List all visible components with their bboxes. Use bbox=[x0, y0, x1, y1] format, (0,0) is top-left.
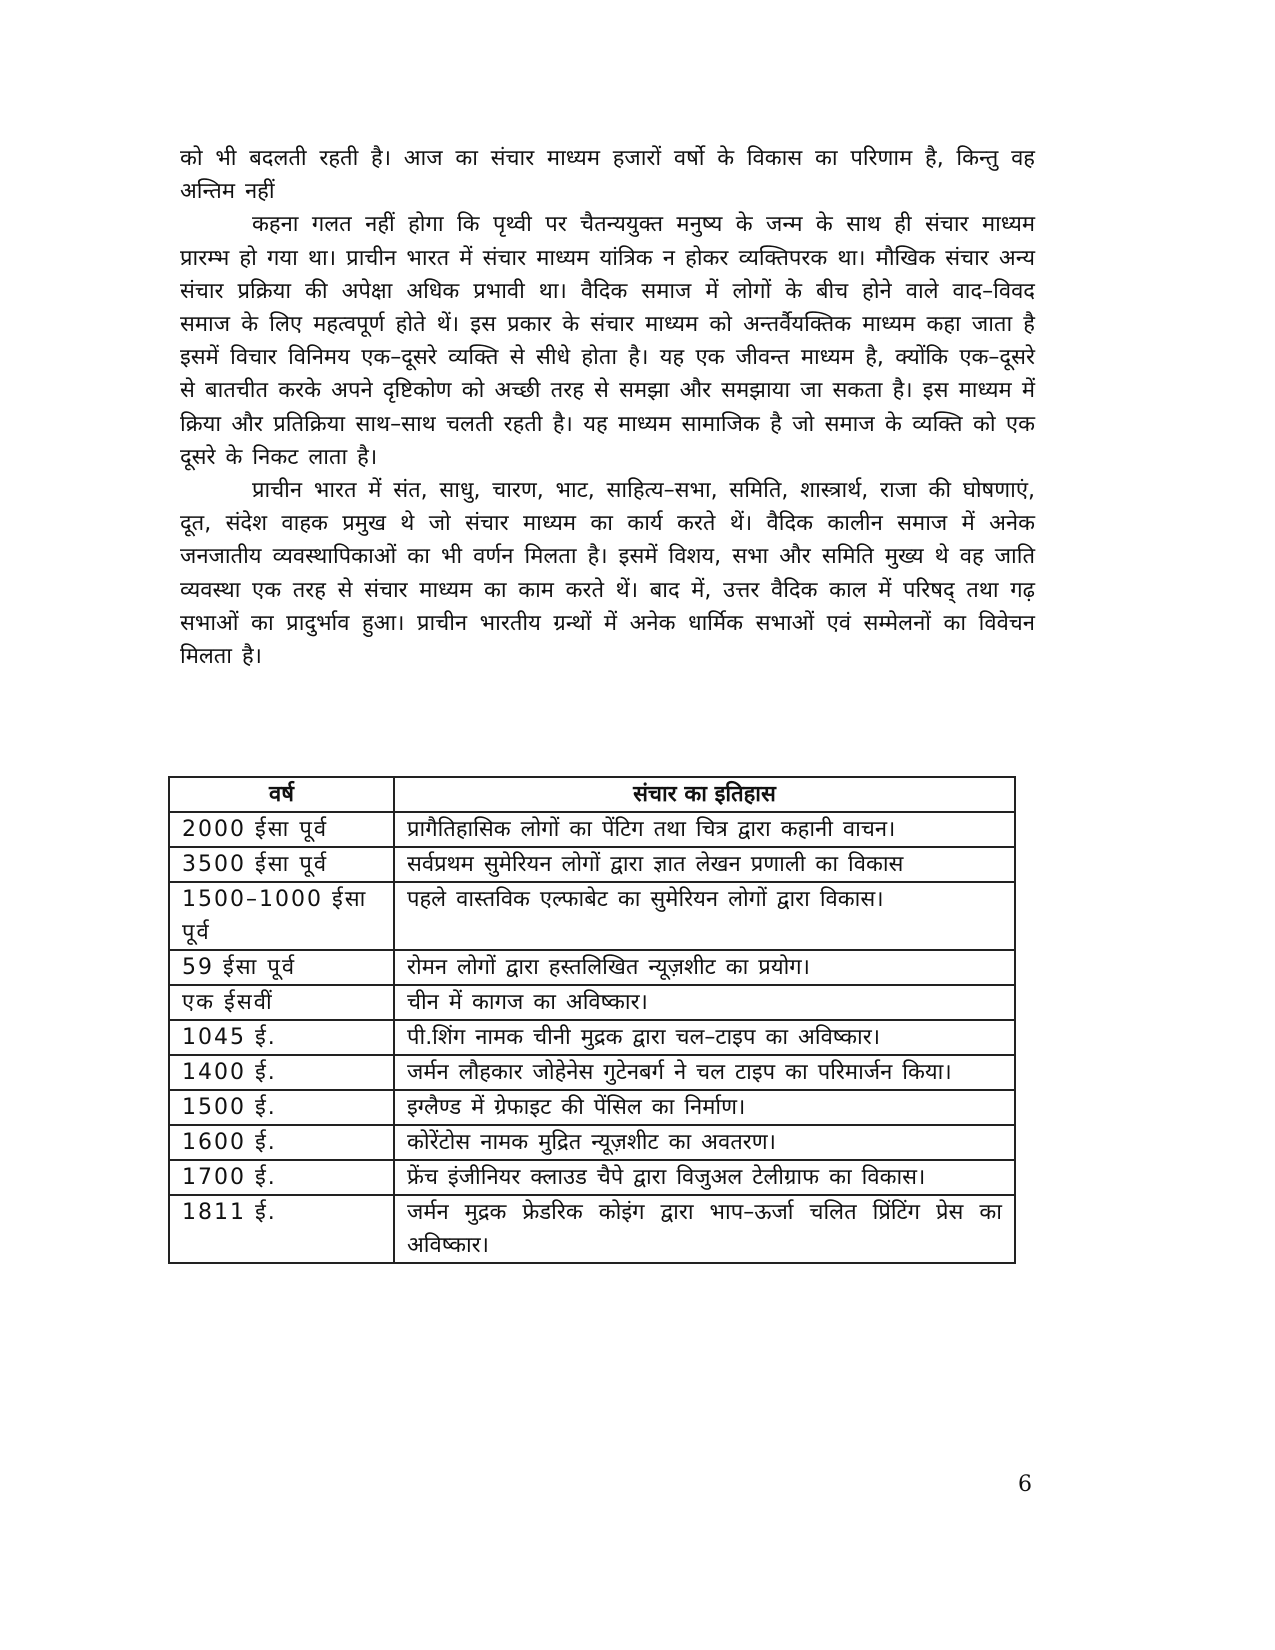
year-cell: एक ईसवीं bbox=[169, 985, 394, 1020]
table-row bbox=[169, 882, 1015, 950]
table-header-row bbox=[169, 777, 1015, 812]
body-text bbox=[180, 142, 1035, 673]
paragraph-2: कहना गलत नहीं होगा कि पृथ्वी पर चैतन्ययुक्त मनुष्य के जन्म के साथ ही संचार माध्यम प्रारम्भ हो गया था। प्राचीन भारत में संचार माध्यम यांत्रिक न होकर व्यक्तिपरक था। मौखिक संचार अन्य संचार प्रक्रिया की अपेक्षा अधिक प्रभावी था। वैदिक समाज में लोगों के बीच होने वाले वाद–विवद समाज के लिए महत्वपूर्ण होते थें। इस प्रकार के संचार माध्यम को अन्तर्वैयक्तिक माध्यम कहा जाता है इसमें विचार विनिमय एक–दूसरे व्यक्ति से सीधे होता है। यह एक जीवन्त माध्यम है, क्योंकि एक–दूसरे से बातचीत करके अपने दृष्टिकोण को अच्छी तरह से समझा और समझाया जा सकता है। इस माध्यम में क्रिया और प्रतिक्रिया साथ–साथ चलती रहती है। यह माध्यम सामाजिक है जो समाज के व्यक्ति को एक दूसरे के निकट लाता है। bbox=[180, 212, 1035, 470]
table-row bbox=[169, 847, 1015, 882]
year-cell: 1045 ई. bbox=[169, 1020, 394, 1055]
table-row bbox=[169, 950, 1015, 985]
year-cell: 3500 ईसा पूर्व bbox=[169, 847, 394, 882]
event-cell: फ्रेंच इंजीनियर क्लाउड चैपे द्वारा विजुअल टेलीग्राफ का विकास। bbox=[394, 1160, 1015, 1195]
event-cell: चीन में कागज का अविष्कार। bbox=[394, 985, 1015, 1020]
year-cell: 2000 ईसा पूर्व bbox=[169, 812, 394, 847]
year-cell: 1500–1000 ईसा पूर्व bbox=[169, 882, 394, 950]
paragraph-1: को भी बदलती रहती है। आज का संचार माध्यम हजारों वर्षो के विकास का परिणाम है, किन्तु वह अन्तिम नहीं bbox=[180, 146, 1035, 205]
header-year: वर्ष bbox=[169, 777, 394, 812]
event-cell: जर्मन लौहकार जोहेनेस गुटेनबर्ग ने चल टाइप का परिमार्जन किया। bbox=[394, 1055, 1015, 1090]
event-cell: रोमन लोगों द्वारा हस्तलिखित न्यूज़शीट का प्रयोग। bbox=[394, 950, 1015, 985]
year-cell: 59 ईसा पूर्व bbox=[169, 950, 394, 985]
event-cell: जर्मन मुद्रक फ्रेडरिक कोइंग द्वारा भाप–ऊर्जा चलित प्रिंटिंग प्रेस का अविष्कार। bbox=[394, 1195, 1015, 1263]
year-cell: 1500 ई. bbox=[169, 1090, 394, 1125]
table-row bbox=[169, 985, 1015, 1020]
event-cell: पहले वास्तविक एल्फाबेट का सुमेरियन लोगों द्वारा विकास। bbox=[394, 882, 1015, 950]
year-cell: 1400 ई. bbox=[169, 1055, 394, 1090]
paragraph-3: प्राचीन भारत में संत, साधु, चारण, भाट, साहित्य–सभा, समिति, शास्त्रार्थ, राजा की घोषणाएं, दूत, संदेश वाहक प्रमुख थे जो संचार माध्यम का कार्य करते थें। वैदिक कालीन समाज में अनेक जनजातीय व्यवस्थापिकाओं का भी वर्णन मिलता है। इसमें विशय, सभा और समिति मुख्य थे वह जाति व्यवस्था एक तरह से संचार माध्यम का काम करते थें। बाद में, उत्तर वैदिक काल में परिषद् तथा गढ़ सभाओं का प्रादुर्भाव हुआ। प्राचीन भारतीय ग्रन्थों में अनेक धार्मिक सभाओं एवं सम्मेलनों का विवेचन मिलता है। bbox=[180, 478, 1035, 670]
event-cell: कोरेंटोस नामक मुद्रित न्यूज़शीट का अवतरण। bbox=[394, 1125, 1015, 1160]
year-cell: 1700 ई. bbox=[169, 1160, 394, 1195]
event-cell: इग्लैण्ड में ग्रेफाइट की पेंसिल का निर्माण। bbox=[394, 1090, 1015, 1125]
year-cell: 1811 ई. bbox=[169, 1195, 394, 1263]
table-row bbox=[169, 1020, 1015, 1055]
table-row bbox=[169, 1160, 1015, 1195]
table-row bbox=[169, 812, 1015, 847]
event-cell: प्रागैतिहासिक लोगों का पेंटिग तथा चित्र द्वारा कहानी वाचन। bbox=[394, 812, 1015, 847]
table-row bbox=[169, 1125, 1015, 1160]
table-row bbox=[169, 1195, 1015, 1263]
header-history: संचार का इतिहास bbox=[394, 777, 1015, 812]
event-cell: पी.शिंग नामक चीनी मुद्रक द्वारा चल–टाइप का अविष्कार। bbox=[394, 1020, 1015, 1055]
page-number: 6 bbox=[1018, 1472, 1032, 1497]
event-cell: सर्वप्रथम सुमेरियन लोगों द्वारा ज्ञात लेखन प्रणाली का विकास bbox=[394, 847, 1015, 882]
year-cell: 1600 ई. bbox=[169, 1125, 394, 1160]
communication-history-table bbox=[168, 776, 1016, 1264]
table-row bbox=[169, 1090, 1015, 1125]
table-row bbox=[169, 1055, 1015, 1090]
